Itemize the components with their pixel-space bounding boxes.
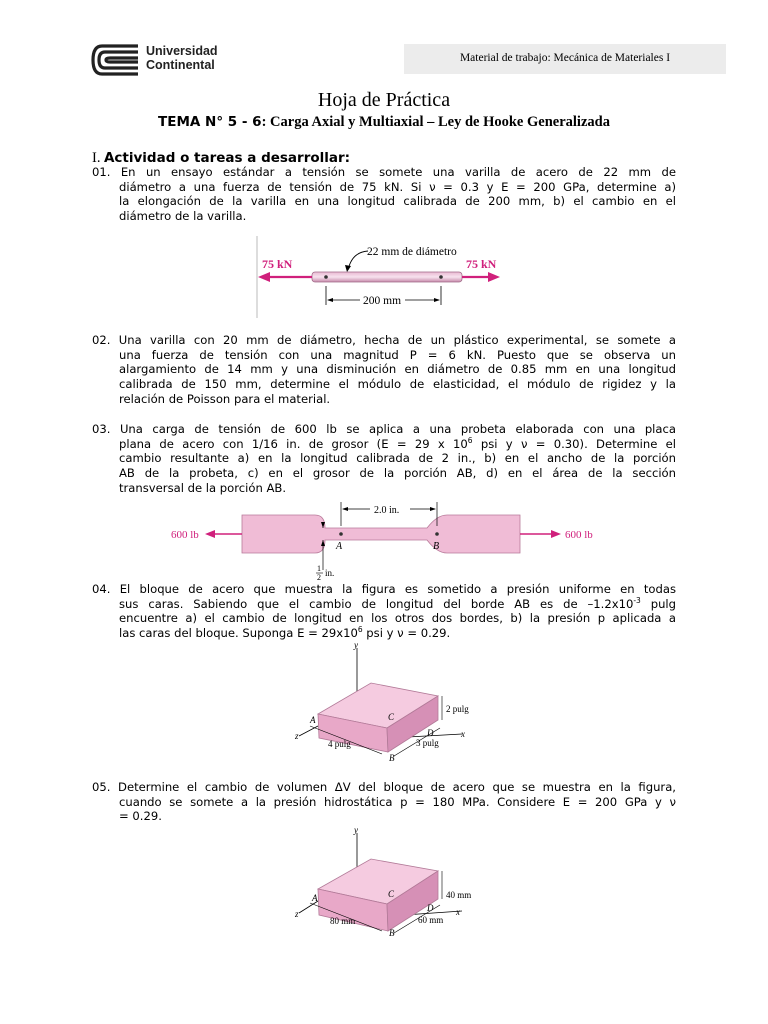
- problem-04-text: [92, 582, 676, 641]
- page-title: Hoja de Práctica: [317, 89, 451, 111]
- superscript: 6: [357, 625, 363, 635]
- force-label-left: 75 kN: [262, 257, 293, 271]
- logo-line-1: Universidad: [146, 44, 218, 58]
- force-label-right: 600 lb: [565, 529, 593, 541]
- material-header-text: Material de trabajo: Mecánica de Materiales I: [459, 52, 671, 64]
- problem-line: cuando se somete a la presión hidrostática p = 180 MPa. Considere E = 200 GPa y ν: [119, 794, 676, 809]
- figure-03-specimen-diagram: [165, 500, 605, 582]
- force-label-left: 600 lb: [171, 529, 199, 541]
- problem-line: 03. Una carga de tensión de 600 lb se aplica a una probeta elaborada con una placa: [92, 422, 676, 436]
- dim-z-label: 60 mm: [418, 915, 444, 925]
- diameter-label: 22 mm de diámetro: [367, 246, 457, 258]
- superscript: -3: [633, 595, 641, 605]
- specimen-plate: [242, 515, 520, 553]
- dim-x-label: 80 mm: [330, 916, 356, 926]
- gauge-label: 2.0 in.: [374, 505, 400, 516]
- corner-d-label: D: [427, 728, 434, 738]
- problem-03-text: [92, 422, 676, 496]
- problem-line: 04. El bloque de acero que muestra la figura es sometido a presión uniforme en todas: [92, 582, 676, 596]
- line-part: psi y ν = 0.30). Determine el: [472, 436, 676, 451]
- line-part: sus caras. Sabiendo que el cambio de longitud del borde AB es de –1.2x10: [119, 596, 634, 611]
- figure-01-rod-diagram: [250, 236, 510, 318]
- problem-line: 02. Una varilla con 20 mm de diámetro, hecha de un plástico experimental, se somete a: [92, 333, 676, 347]
- problem-02-text: [92, 333, 676, 407]
- axis-x-label: x: [461, 729, 465, 739]
- line-part: plana de acero con 1/16 in. de grosor (E = 29 x 10: [119, 436, 468, 451]
- problem-01-text: [92, 165, 676, 224]
- dim-y-label: 40 mm: [446, 890, 472, 900]
- line-part: pulg: [640, 596, 676, 611]
- corner-a-label: A: [310, 715, 316, 725]
- material-header-box: [404, 44, 726, 74]
- problem-line: diámetro de la varilla.: [119, 209, 247, 224]
- section-title: Actividad o tareas a desarrollar:: [103, 150, 351, 166]
- length-label: 200 mm: [363, 295, 402, 307]
- figure-04-block-diagram: [290, 640, 480, 766]
- problem-line: AB de la probeta, c) en el grosor de la porción AB, d) en el área de la sección: [119, 466, 676, 481]
- problem-line: 01. En un ensayo estándar a tensión se somete una varilla de acero de 22 mm de: [92, 165, 676, 179]
- width-unit: in.: [325, 568, 335, 578]
- problem-line: 05. Determine el cambio de volumen ΔV del bloque de acero que se muestra en la figura,: [92, 780, 676, 794]
- axis-y-label: y: [354, 825, 358, 835]
- width-fraction-den: 2: [317, 573, 321, 582]
- figure-05-block-diagram: [290, 825, 480, 951]
- problem-05-text: [92, 780, 676, 824]
- superscript: 6: [467, 435, 473, 445]
- corner-b-label: B: [389, 928, 395, 938]
- subtitle-tema: TEMA N° 5 - 6: [158, 114, 262, 130]
- logo-line-2: Continental: [146, 58, 215, 72]
- problem-line: [92, 597, 676, 612]
- problem-line: cambio resultante a) en la longitud calibrada de 2 in., b) en el ancho de la porción: [119, 451, 676, 466]
- problem-line: = 0.29.: [119, 809, 162, 824]
- point-b-label: B: [433, 541, 440, 552]
- problem-line: diámetro a una fuerza de tensión de 75 kN. Si ν = 0.3 y E = 200 GPa, determine a): [119, 179, 676, 194]
- dim-x-label: 4 pulg: [328, 739, 351, 749]
- axis-z-label: z: [295, 731, 299, 741]
- axis-z-label: z: [295, 909, 299, 919]
- line-part: las caras del bloque. Suponga E = 29x10: [119, 626, 358, 641]
- page-subtitle: [0, 114, 768, 131]
- problem-line: la elongación de la varilla en una longitud calibrada de 200 mm, b) el cambio en el: [119, 194, 676, 209]
- problem-line: alargamiento de 14 mm y una disminución en diámetro de 0.85 mm en una longitud: [119, 362, 676, 377]
- problem-line: una fuerza de tensión con una magnitud P = 6 kN. Puesto que se observa un: [119, 347, 676, 362]
- problem-line: encuentre a) el cambio de longitud en los otros dos bordes, b) la presión p aplicada a: [119, 611, 676, 626]
- logo-text: [146, 44, 218, 72]
- width-fraction-num: 1: [317, 564, 321, 573]
- corner-c-label: C: [388, 889, 395, 899]
- corner-c-label: C: [388, 712, 395, 722]
- line-part: psi y ν = 0.29.: [362, 626, 451, 641]
- problem-line: [92, 437, 676, 452]
- problem-line: relación de Poisson para el material.: [119, 391, 331, 406]
- axis-x-label: x: [456, 907, 460, 917]
- point-a-label: A: [336, 541, 343, 552]
- corner-d-label: D: [427, 903, 434, 913]
- problem-line: calibrada de 150 mm, determine el módulo de elasticidad, el módulo de rigidez y la: [119, 377, 676, 392]
- section-number: I.: [92, 150, 101, 166]
- problem-line: transversal de la porción AB.: [119, 480, 287, 495]
- dim-z-label: 3 pulg: [416, 738, 439, 748]
- problem-line: [92, 626, 676, 641]
- axis-y-label: y: [354, 640, 358, 650]
- dim-y-label: 2 pulg: [446, 704, 469, 714]
- corner-a-label: A: [312, 893, 318, 903]
- subtitle-topic: : Carga Axial y Multiaxial – Ley de Hooke Generalizada: [261, 114, 610, 130]
- corner-b-label: B: [389, 753, 395, 763]
- force-label-right: 75 kN: [466, 257, 497, 271]
